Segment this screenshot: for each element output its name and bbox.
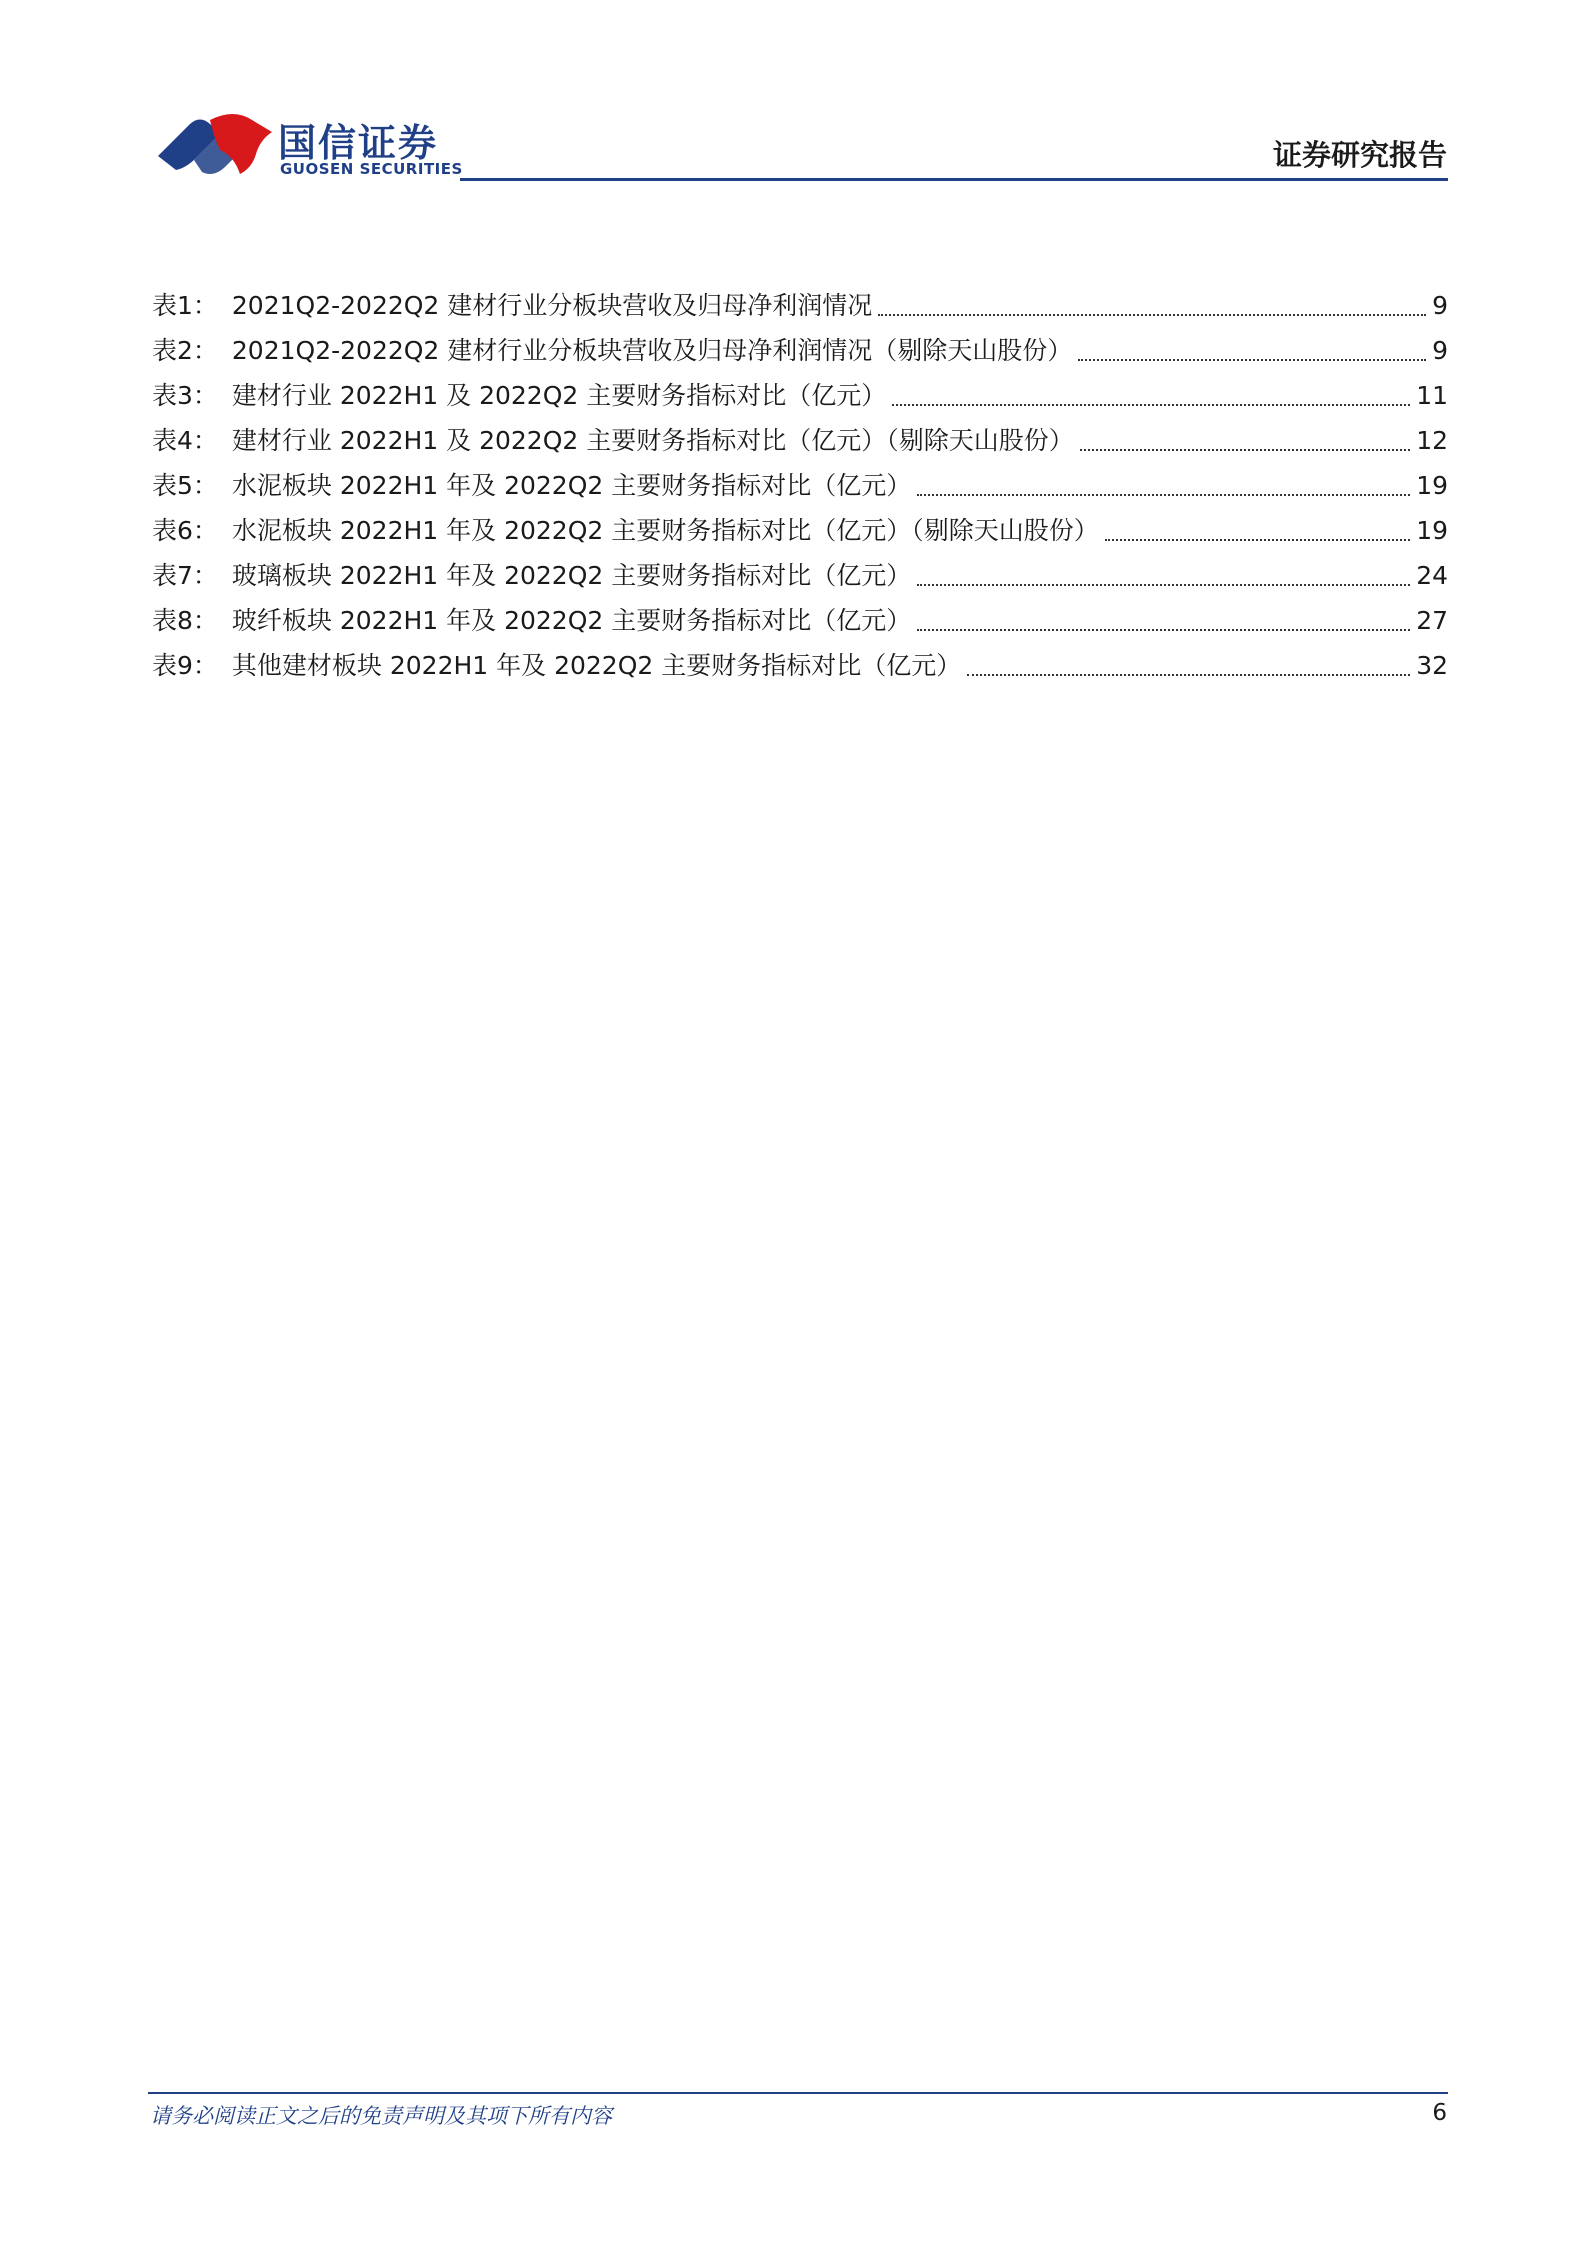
toc-entry-page: 9 [1432, 291, 1448, 320]
toc-entry-page: 12 [1416, 426, 1448, 455]
toc-entry[interactable] [152, 463, 1448, 508]
toc-entry-number: 表9： [152, 651, 218, 680]
toc-entry[interactable] [152, 283, 1448, 328]
toc-entry[interactable] [152, 508, 1448, 553]
toc-entry-title: 建材行业 2022H1 及 2022Q2 主要财务指标对比（亿元） [231, 381, 887, 410]
toc-entry-number: 表1： [152, 291, 218, 320]
toc-entry-number: 表8： [152, 606, 218, 635]
brand-name-cn: 国信证券 [278, 121, 439, 165]
header-divider [460, 178, 1448, 181]
page-number: 6 [1432, 2100, 1447, 2126]
footer-disclaimer: 请务必阅读正文之后的免责声明及其项下所有内容 [150, 2104, 612, 2128]
toc-entry-title: 玻纤板块 2022H1 年及 2022Q2 主要财务指标对比（亿元） [231, 606, 912, 635]
toc-entry[interactable] [152, 643, 1448, 688]
table-of-tables [152, 283, 1448, 688]
toc-entry-page: 27 [1416, 606, 1448, 635]
toc-dot-leader [878, 312, 1426, 316]
toc-entry-page: 32 [1416, 651, 1448, 680]
brand-name-en: GUOSEN SECURITIES [280, 160, 463, 178]
toc-dot-leader [967, 672, 1410, 676]
toc-entry-number: 表4： [152, 426, 218, 455]
toc-entry-page: 9 [1432, 336, 1448, 365]
toc-entry-number: 表7： [152, 561, 218, 590]
toc-entry-title: 水泥板块 2022H1 年及 2022Q2 主要财务指标对比（亿元） [231, 471, 912, 500]
toc-entry-number: 表6： [152, 516, 218, 545]
toc-dot-leader [917, 492, 1410, 496]
toc-entry-number: 表5： [152, 471, 218, 500]
toc-entry[interactable] [152, 373, 1448, 418]
toc-entry-page: 19 [1416, 516, 1448, 545]
toc-entry-page: 19 [1416, 471, 1448, 500]
toc-entry-title: 2021Q2-2022Q2 建材行业分板块营收及归母净利润情况 [231, 291, 873, 320]
footer-divider [148, 2092, 1448, 2094]
toc-entry[interactable] [152, 553, 1448, 598]
toc-entry-title: 水泥板块 2022H1 年及 2022Q2 主要财务指标对比（亿元）（剔除天山股份） [231, 516, 1099, 545]
toc-dot-leader [1078, 357, 1426, 361]
toc-entry-title: 建材行业 2022H1 及 2022Q2 主要财务指标对比（亿元）（剔除天山股份） [231, 426, 1074, 455]
toc-dot-leader [892, 402, 1410, 406]
toc-entry[interactable] [152, 598, 1448, 643]
toc-entry[interactable] [152, 328, 1448, 373]
toc-dot-leader [1105, 537, 1410, 541]
toc-entry-title: 2021Q2-2022Q2 建材行业分板块营收及归母净利润情况（剔除天山股份） [231, 336, 1073, 365]
toc-dot-leader [917, 582, 1410, 586]
guosen-logo-icon [156, 110, 274, 186]
toc-entry-page: 11 [1416, 381, 1448, 410]
toc-entry-title: 玻璃板块 2022H1 年及 2022Q2 主要财务指标对比（亿元） [231, 561, 912, 590]
document-type: 证券研究报告 [1272, 138, 1447, 172]
toc-entry-number: 表2： [152, 336, 218, 365]
toc-dot-leader [917, 627, 1410, 631]
toc-dot-leader [1080, 447, 1410, 451]
toc-entry-title: 其他建材板块 2022H1 年及 2022Q2 主要财务指标对比（亿元） [231, 651, 962, 680]
toc-entry-page: 24 [1416, 561, 1448, 590]
toc-entry-number: 表3： [152, 381, 218, 410]
page-header [0, 0, 1587, 190]
toc-entry[interactable] [152, 418, 1448, 463]
